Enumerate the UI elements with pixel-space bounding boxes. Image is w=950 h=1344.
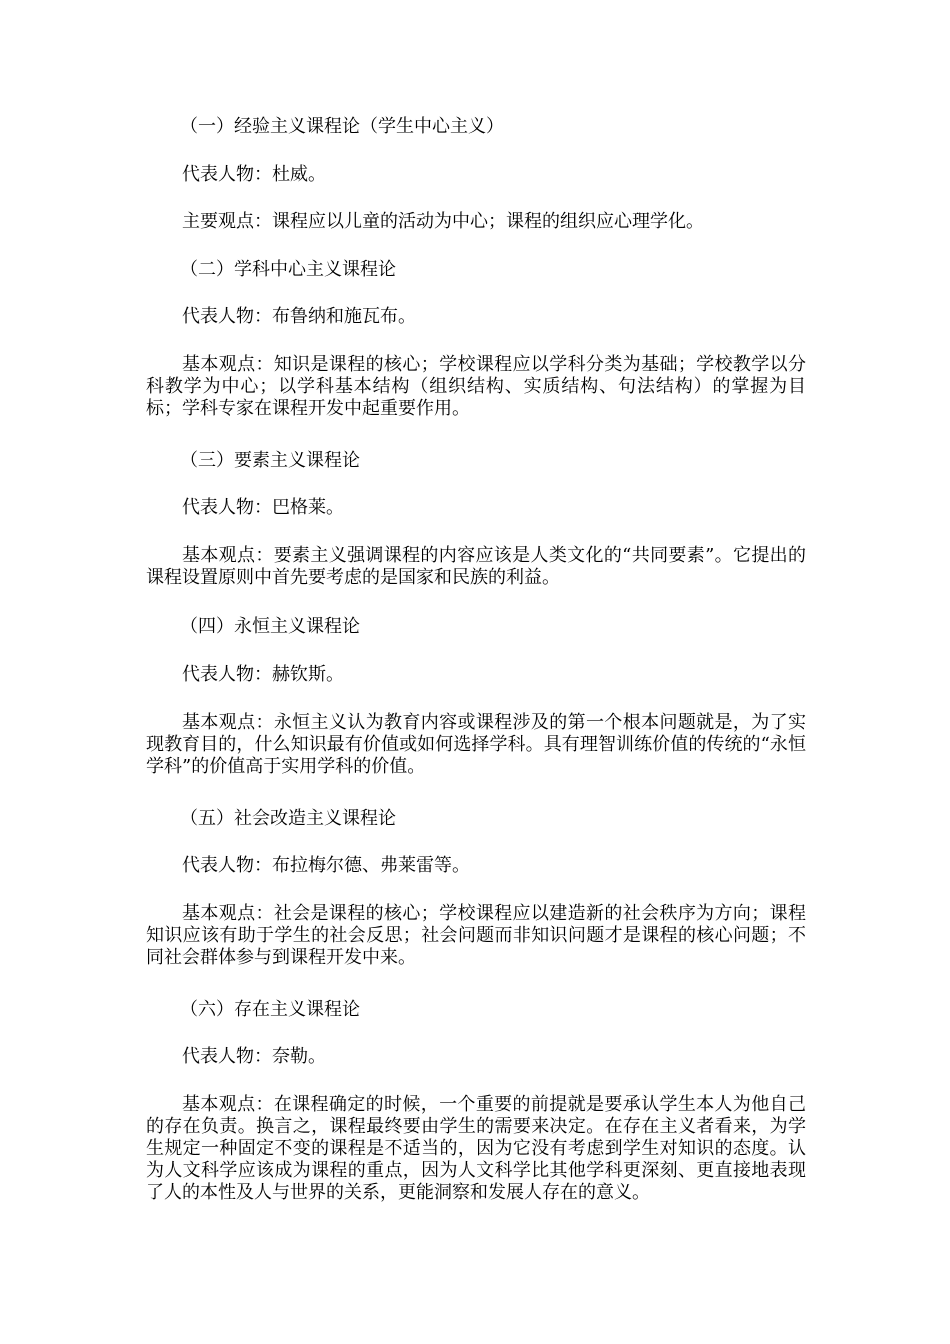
section-1-view: 主要观点：课程应以儿童的活动为中心；课程的组织应心理学化。: [182, 211, 704, 232]
section-3-view: 基本观点：要素主义强调课程的内容应该是人类文化的“共同要素”。它提出的课程设置原则中首先要考虑的是国家和民族的利益。: [146, 545, 806, 588]
section-6-view: 基本观点：在课程确定的时候，一个重要的前提就是要承认学生本人为他自己的存在负责。换言之，课程最终要由学生的需要来决定。在存在主义者看来，为学生规定一种固定不变的课程是不适当的，因为它没有考虑到学生对知识的态度。认为人文科学应该成为课程的重点，因为人文科学比其他学科更深刻、更直接地表现了人的本性及人与世界的关系，更能洞察和发展人存在的意义。: [146, 1094, 806, 1203]
section-3-heading: （三）要素主义课程论: [180, 450, 360, 471]
section-1-heading: （一）经验主义课程论（学生中心主义）: [180, 116, 504, 137]
section-5-representative: 代表人物：布拉梅尔德、弗莱雷等。: [182, 855, 470, 876]
section-2-view: 基本观点：知识是课程的核心；学校课程应以学科分类为基础；学校教学以分科教学为中心；以学科基本结构（组织结构、实质结构、句法结构）的掌握为目标；学科专家在课程开发中起重要作用。: [146, 354, 806, 419]
section-1-representative: 代表人物：杜威。: [182, 164, 326, 185]
section-3-representative: 代表人物：巴格莱。: [182, 497, 344, 518]
section-6-heading: （六）存在主义课程论: [180, 999, 360, 1020]
section-2-representative: 代表人物：布鲁纳和施瓦布。: [182, 306, 416, 327]
section-4-heading: （四）永恒主义课程论: [180, 616, 360, 637]
section-5-heading: （五）社会改造主义课程论: [180, 808, 396, 829]
section-5-view: 基本观点：社会是课程的核心；学校课程应以建造新的社会秩序为方向；课程知识应该有助于学生的社会反思；社会问题而非知识问题才是课程的核心问题；不同社会群体参与到课程开发中来。: [146, 903, 806, 968]
section-2-heading: （二）学科中心主义课程论: [180, 259, 396, 280]
section-6-representative: 代表人物：奈勒。: [182, 1046, 326, 1067]
section-4-view: 基本观点：永恒主义认为教育内容或课程涉及的第一个根本问题就是，为了实现教育目的，什么知识最有价值或如何选择学科。具有理智训练价值的传统的“永恒学科”的价值高于实用学科的价值。: [146, 712, 806, 777]
section-4-representative: 代表人物：赫钦斯。: [182, 664, 344, 685]
